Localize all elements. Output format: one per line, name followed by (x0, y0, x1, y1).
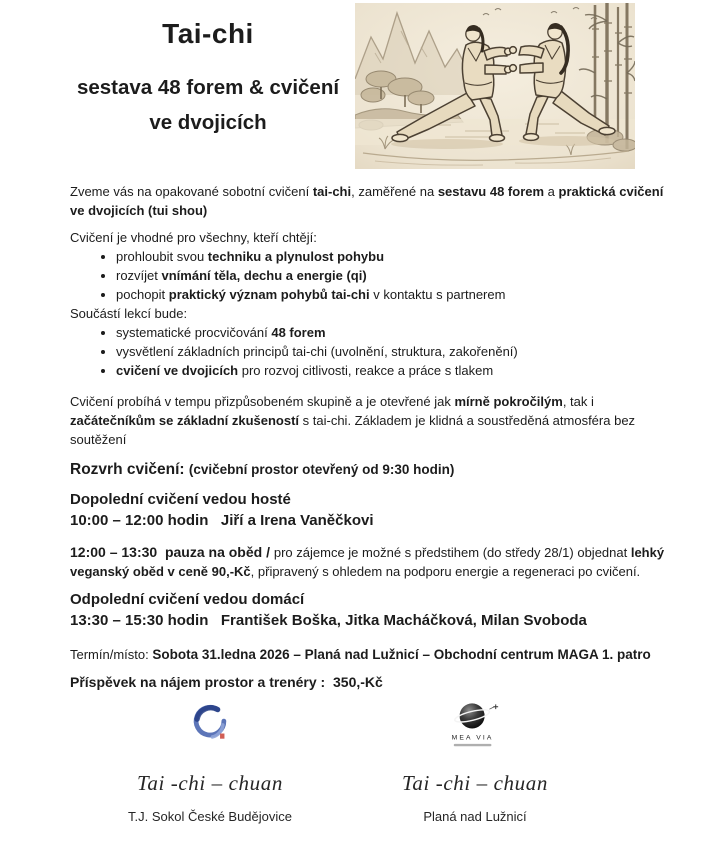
schedule-heading (70, 459, 670, 481)
venue-line: Termín/místo: Sobota 31.ledna 2026 – Planá nad Lužnicí – Obchodní centrum MAGA 1. patro (70, 647, 651, 662)
org-left-title: Tai -chi – chuan (137, 771, 283, 795)
org-left-subtitle: T.J. Sokol České Budějovice (127, 809, 293, 824)
list-item: • cvičení ve dvojicích pro rozvoj citlivosti, reakce a práce s tlakem (116, 361, 670, 380)
meavia-logo-text: MEA VIA (451, 734, 494, 742)
page-title: Tai-chi (162, 18, 254, 49)
morning-time: 10:00 – 12:00 hodin Jiří a Irena Vaněčkovi (70, 512, 374, 529)
lessons-heading: Součástí lekcí bude: (70, 306, 188, 321)
meavia-logo-icon (350, 700, 600, 758)
red-seal-icon (220, 734, 224, 739)
list-item: • systematické procvičování 48 forem (116, 323, 670, 342)
taichi-push-hands-illustration (355, 3, 635, 169)
suitable-heading: Cvičení je vhodné pro všechny, kteří chtějí: (70, 230, 317, 245)
org-left (70, 700, 350, 824)
intro-paragraph: Zveme vás na opakované sobotní cvičení tai-chi, zaměřené na sestavu 48 forem a praktická cvičení ve dvojicích (tui shou) (70, 184, 664, 218)
morning-title: Dopolední cvičení vedou hosté (70, 491, 291, 508)
afternoon-time: 13:30 – 15:30 hodin František Boška, Jitka Macháčková, Milan Svoboda (70, 612, 587, 629)
title-block (62, 0, 354, 140)
suitable-list (70, 247, 670, 304)
about-paragraph: Cvičení probíhá v tempu přizpůsobeném skupině a je otevřené jak mírně pokročilým, tak i začátečníkům se základní zkušeností s tai-chi. Základem je klidná a soustředěná atmosféra bez soutěžení (70, 394, 636, 447)
org-right-subtitle: Planá nad Lužnicí (423, 809, 527, 824)
fee-line: Příspěvek na nájem prostor a trenéry : 350,-Kč (70, 674, 383, 690)
list-item: • vysvětlení základních principů tai-chi (uvolnění, struktura, zakořenění) (116, 342, 670, 361)
page-subtitle-line2: ve dvojicích (149, 111, 267, 134)
org-right-title: Tai -chi – chuan (402, 771, 548, 795)
org-right (350, 700, 600, 824)
enso-logo-icon (70, 700, 350, 758)
footer (0, 700, 721, 824)
schedule-heading-note: (cvičební prostor otevřený od 9:30 hodin) (188, 462, 455, 477)
lessons-list (70, 323, 670, 380)
schedule-heading-main: Rozvrh cvičení: (70, 461, 189, 478)
lunch-paragraph: 12:00 – 13:30 pauza na oběd / pro zájemce je možné s předstihem (do středy 28/1) objednat lehký veganský oběd v ceně 90,-Kč, připravený s ohledem na podporu energie a regeneraci po cvičení. (70, 544, 665, 579)
afternoon-title: Odpolední cvičení vedou domácí (70, 591, 305, 608)
list-item: • prohloubit svou techniku a plynulost pohybu (116, 247, 670, 266)
header (0, 0, 721, 169)
list-item: • pochopit praktický význam pohybů tai-chi v kontaktu s partnerem (116, 285, 670, 304)
page-subtitle-line1: sestava 48 forem & cvičení (76, 76, 340, 99)
list-item: • rozvíjet vnímání těla, dechu a energie (qi) (116, 266, 670, 285)
flyer-body (0, 182, 721, 692)
meavia-tagline-illegible (454, 744, 492, 746)
star-icon (493, 704, 498, 709)
hero-image (355, 3, 635, 169)
